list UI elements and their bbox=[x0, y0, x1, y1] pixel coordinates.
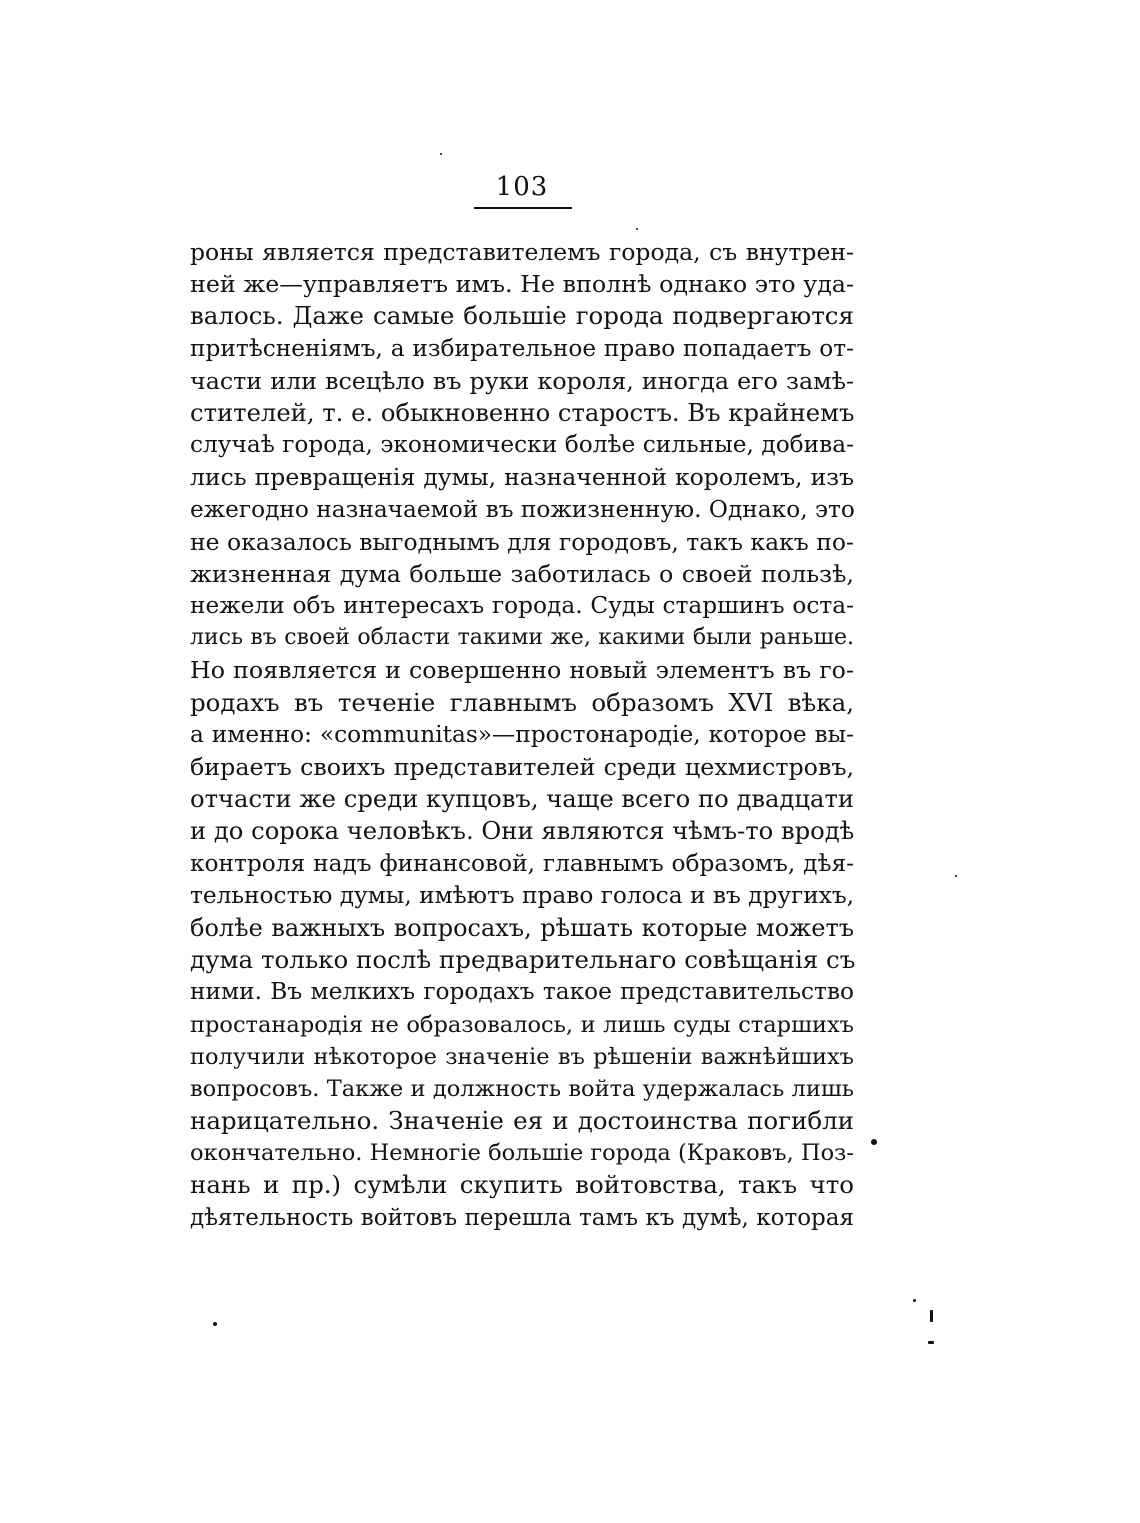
scan-speck bbox=[930, 1310, 933, 1322]
text-line: ними. Въ мелкихъ городахъ такое представительство bbox=[190, 978, 854, 1006]
text-line: не оказалось выгоднымъ для городовъ, такъ какъ по- bbox=[190, 527, 854, 556]
body-text bbox=[190, 236, 854, 1234]
text-line: дума только послѣ предварительнаго совѣщанія съ bbox=[190, 945, 856, 975]
scan-speck bbox=[213, 1322, 217, 1326]
scan-speck bbox=[440, 153, 442, 155]
text-line: вопросовъ. Также и должность войта удержалась лишь bbox=[190, 1075, 854, 1102]
text-line: нарицательно. Значеніе ея и достоинства погибли bbox=[190, 1106, 854, 1136]
page-number: 103 bbox=[495, 172, 549, 202]
text-line: тельностью думы, имѣютъ право голоса и въ другихъ, bbox=[190, 881, 854, 909]
text-line: бираетъ своихъ представителей среди цехмистровъ, bbox=[190, 753, 854, 781]
text-line: валось. Даже самые большіе города подвергаются bbox=[190, 301, 854, 331]
text-line: отчасти же среди купцовъ, чаще всего по двадцати bbox=[190, 784, 855, 814]
text-line: и до сорока человѣкъ. Они являются чѣмъ-то вродѣ bbox=[190, 816, 855, 846]
text-line: ежегодно назначаемой въ пожизненную. Однако, это bbox=[190, 495, 855, 523]
text-line: лись превращенія думы, назначенной королемъ, изъ bbox=[190, 463, 854, 492]
text-line: родахъ въ теченіе главнымъ образомъ XVI вѣка, bbox=[190, 687, 854, 717]
text-line: жизненная дума больше заботилась о своей пользѣ, bbox=[190, 559, 854, 588]
text-line: случаѣ города, экономически болѣе сильные, добива- bbox=[190, 431, 854, 459]
scan-speck bbox=[636, 228, 638, 230]
text-line: части или всецѣло въ руки короля, иногда его замѣ- bbox=[190, 366, 854, 395]
text-line: получили нѣкоторое значеніе въ рѣшеніи важнѣйшихъ bbox=[190, 1043, 854, 1070]
scan-speck bbox=[928, 1341, 934, 1344]
text-line: стителей, т. е. обыкновенно старостъ. Въ крайнемъ bbox=[190, 397, 855, 427]
text-line: окончательно. Немногіе большіе города (Краковъ, Поз- bbox=[190, 1140, 854, 1167]
text-line: нань и пр.) сумѣли скупить войтовства, такъ что bbox=[190, 1170, 854, 1200]
scan-speck bbox=[871, 1139, 877, 1145]
text-line: роны является представителемъ города, съ внутрен- bbox=[190, 238, 854, 266]
page-number-rule bbox=[474, 207, 572, 209]
text-line: притѣсненіямъ, а избирательное право попадаетъ от- bbox=[190, 334, 854, 362]
scan-speck bbox=[955, 875, 957, 877]
text-line: Но появляется и совершенно новый элементъ въ го- bbox=[190, 656, 854, 685]
text-line: лись въ своей области такими же, какими были раньше. bbox=[190, 625, 854, 651]
text-line: а именно: «communitas»—простонародіе, которое вы- bbox=[190, 720, 854, 748]
text-line: болѣе важныхъ вопросахъ, рѣшать которые можетъ bbox=[190, 913, 854, 942]
scan-speck bbox=[913, 1299, 916, 1302]
text-line: контроля надъ финансовой, главнымъ образомъ, дѣя- bbox=[190, 849, 854, 877]
text-line: дѣятельность войтовъ перешла тамъ къ думѣ, которая bbox=[190, 1204, 854, 1231]
text-line: ней же—управляетъ имъ. Не вполнѣ однако это уда- bbox=[190, 270, 854, 299]
text-line: простанародія не образовалось, и лишь суды старшихъ bbox=[190, 1011, 854, 1038]
text-line: нежели объ интересахъ города. Суды старшинъ оста- bbox=[190, 592, 854, 620]
